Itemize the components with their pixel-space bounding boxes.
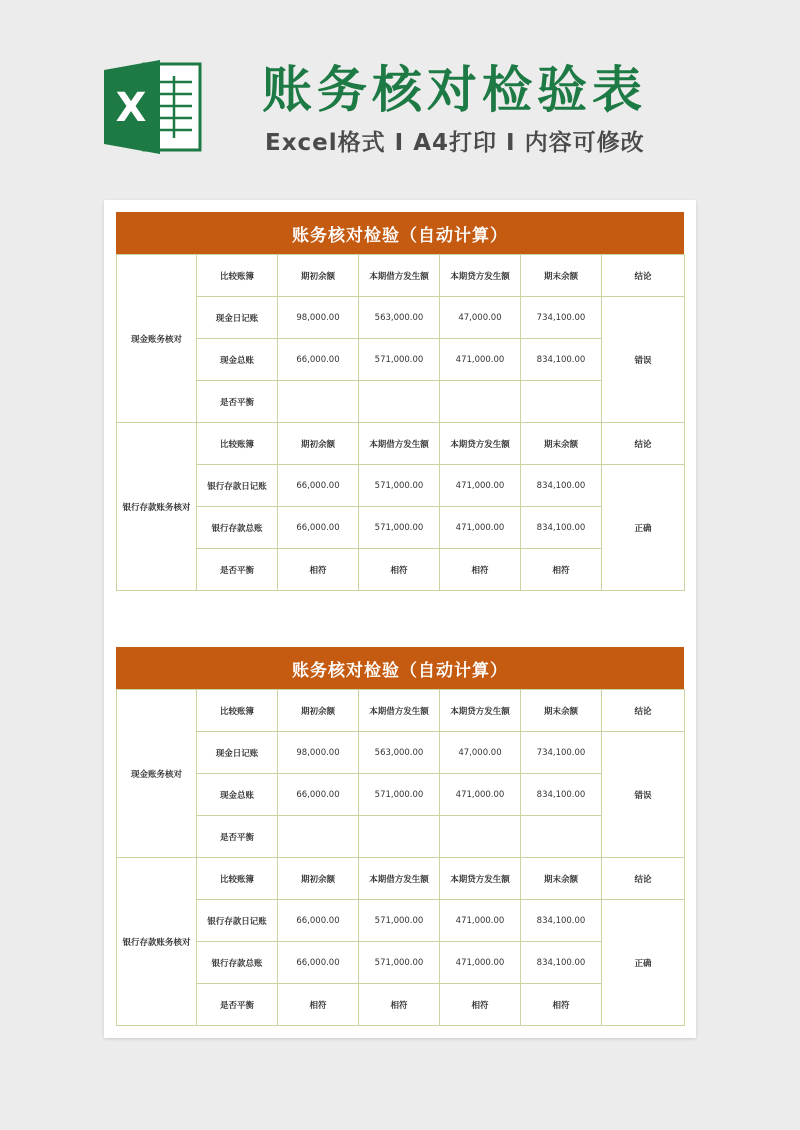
balance-status [359,381,440,423]
balance-status [440,816,521,858]
balance-row [117,549,685,591]
ledger-name: 银行存款总账 [197,942,278,984]
check-table-1 [116,212,684,591]
column-header: 比较账簿 [197,255,278,297]
amount-cell: 471,000.00 [440,774,521,816]
amount-cell: 66,000.00 [278,942,359,984]
logo-letter: X [115,85,147,131]
amount-cell: 471,000.00 [440,465,521,507]
balance-status: 相符 [440,549,521,591]
amount-cell: 834,100.00 [521,774,602,816]
ledger-name: 银行存款日记账 [197,465,278,507]
amount-cell: 571,000.00 [359,900,440,942]
table-banner: 账务核对检验（自动计算） [116,212,684,254]
amount-cell: 834,100.00 [521,339,602,381]
table-row [117,774,685,816]
amount-cell: 571,000.00 [359,507,440,549]
section-label: 现金账务核对 [117,690,197,858]
amount-cell: 834,100.00 [521,900,602,942]
amount-cell: 66,000.00 [278,507,359,549]
balance-status [521,381,602,423]
column-header: 期初余额 [278,690,359,732]
balance-status: 相符 [359,984,440,1026]
table-row [117,339,685,381]
column-header: 比较账簿 [197,858,278,900]
section-header-row [117,423,685,465]
amount-cell: 47,000.00 [440,297,521,339]
amount-cell: 66,000.00 [278,339,359,381]
column-header: 期末余额 [521,423,602,465]
section-label: 现金账务核对 [117,255,197,423]
check-table-2 [116,647,684,1026]
column-header: 比较账簿 [197,690,278,732]
section-label: 银行存款账务核对 [117,858,197,1026]
section-header-row [117,255,685,297]
column-header: 期末余额 [521,255,602,297]
column-header: 本期借方发生额 [359,858,440,900]
column-header: 比较账簿 [197,423,278,465]
amount-cell: 66,000.00 [278,774,359,816]
column-header: 本期借方发生额 [359,255,440,297]
balance-status [278,816,359,858]
column-header: 本期贷方发生额 [440,858,521,900]
amount-cell: 571,000.00 [359,339,440,381]
conclusion-cell: 错误 [602,732,685,858]
balance-status: 相符 [521,549,602,591]
ledger-name: 现金总账 [197,339,278,381]
document-page [104,200,696,1038]
balance-status: 相符 [359,549,440,591]
amount-cell: 98,000.00 [278,732,359,774]
balance-status: 相符 [440,984,521,1026]
table-banner: 账务核对检验（自动计算） [116,647,684,689]
amount-cell: 471,000.00 [440,339,521,381]
amount-cell: 66,000.00 [278,465,359,507]
amount-cell: 471,000.00 [440,900,521,942]
amount-cell: 563,000.00 [359,297,440,339]
ledger-name: 现金日记账 [197,297,278,339]
balance-label: 是否平衡 [197,816,278,858]
ledger-name: 银行存款日记账 [197,900,278,942]
amount-cell: 734,100.00 [521,732,602,774]
conclusion-cell: 正确 [602,465,685,591]
balance-row [117,984,685,1026]
amount-cell: 834,100.00 [521,942,602,984]
amount-cell: 47,000.00 [440,732,521,774]
column-header: 结论 [602,858,685,900]
amount-cell: 471,000.00 [440,507,521,549]
balance-status [359,816,440,858]
check-grid [116,254,685,591]
table-row [117,900,685,942]
conclusion-cell: 错误 [602,297,685,423]
column-header: 结论 [602,690,685,732]
column-header: 期初余额 [278,255,359,297]
amount-cell: 834,100.00 [521,507,602,549]
section-header-row [117,858,685,900]
column-header: 期末余额 [521,690,602,732]
amount-cell: 66,000.00 [278,900,359,942]
column-header: 期末余额 [521,858,602,900]
column-header: 本期借方发生额 [359,690,440,732]
section-label: 银行存款账务核对 [117,423,197,591]
balance-status [278,381,359,423]
table-row [117,297,685,339]
amount-cell: 571,000.00 [359,942,440,984]
column-header: 本期贷方发生额 [440,423,521,465]
amount-cell: 834,100.00 [521,465,602,507]
balance-status: 相符 [278,984,359,1026]
balance-label: 是否平衡 [197,984,278,1026]
table-row [117,942,685,984]
balance-row [117,381,685,423]
column-header: 结论 [602,423,685,465]
table-row [117,507,685,549]
column-header: 本期贷方发生额 [440,255,521,297]
section-header-row [117,690,685,732]
amount-cell: 563,000.00 [359,732,440,774]
column-header: 结论 [602,255,685,297]
amount-cell: 98,000.00 [278,297,359,339]
balance-label: 是否平衡 [197,381,278,423]
check-grid [116,689,685,1026]
balance-status [521,816,602,858]
page-subtitle: Excel格式 I A4打印 I 内容可修改 [265,130,645,156]
balance-status: 相符 [278,549,359,591]
amount-cell: 734,100.00 [521,297,602,339]
page-header [0,0,800,195]
table-row [117,465,685,507]
ledger-name: 现金总账 [197,774,278,816]
amount-cell: 571,000.00 [359,465,440,507]
column-header: 本期贷方发生额 [440,690,521,732]
excel-logo-icon [104,58,204,156]
ledger-name: 银行存款总账 [197,507,278,549]
column-header: 期初余额 [278,423,359,465]
amount-cell: 571,000.00 [359,774,440,816]
column-header: 期初余额 [278,858,359,900]
table-row [117,732,685,774]
page-title: 账务核对检验表 [262,61,647,119]
ledger-name: 现金日记账 [197,732,278,774]
amount-cell: 471,000.00 [440,942,521,984]
balance-status: 相符 [521,984,602,1026]
balance-row [117,816,685,858]
column-header: 本期借方发生额 [359,423,440,465]
balance-label: 是否平衡 [197,549,278,591]
conclusion-cell: 正确 [602,900,685,1026]
balance-status [440,381,521,423]
